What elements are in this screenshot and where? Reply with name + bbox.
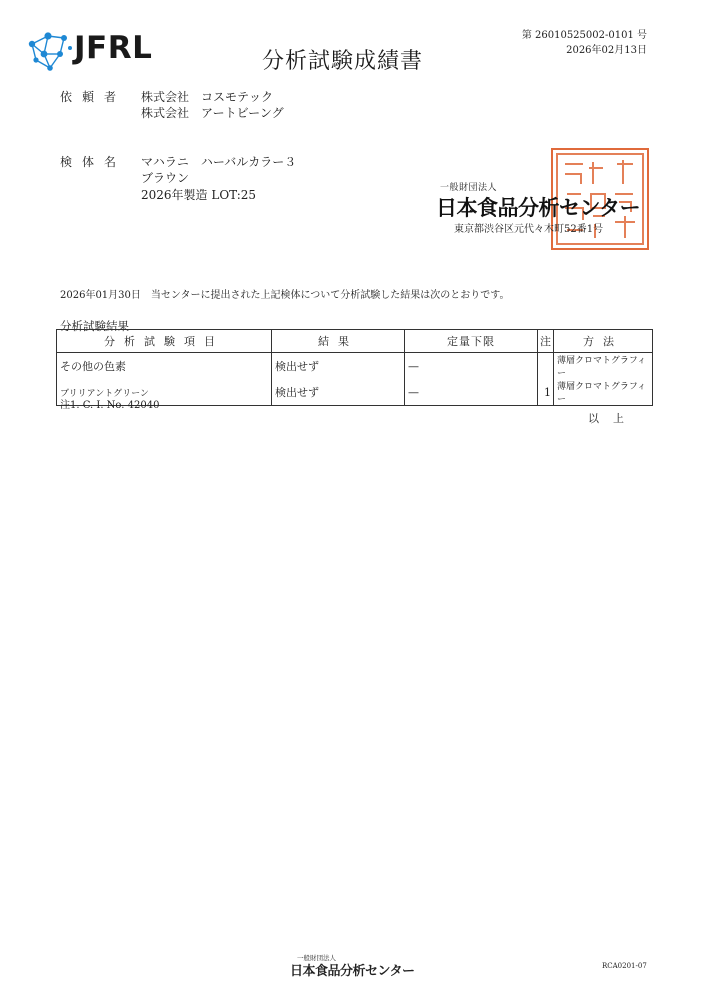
issuer-type: 一般財団法人	[440, 183, 498, 193]
table-row	[57, 353, 653, 380]
footer-org-type: 一般財団法人	[297, 954, 336, 962]
note-cell	[538, 353, 554, 380]
method-cell: 薄層クロマトグラフィー	[554, 353, 653, 380]
issue-date: 2026年02月13日	[566, 45, 647, 56]
header-result: 結果	[272, 330, 405, 353]
result-cell: 検出せず	[272, 353, 405, 380]
limit-cell: —	[405, 353, 538, 380]
results-table	[56, 329, 653, 406]
sample-line: ブラウン	[141, 171, 190, 185]
header-item: 分析試験項目	[57, 330, 272, 353]
table-header-row	[57, 330, 653, 353]
header-method: 方法	[554, 330, 653, 353]
result-cell: 検出せず	[272, 379, 405, 406]
footnote: 注1. C. I. No. 42040	[60, 400, 160, 411]
statement-text: 2026年01月30日 当センターに提出された上記検体について分析試験した結果は次のとおりです。	[60, 290, 510, 301]
jfrl-logo	[26, 28, 166, 76]
header-note: 注	[538, 330, 554, 353]
client-line: 株式会社 コスモテック	[141, 90, 274, 104]
method-cell: 薄層クロマトグラフィー	[554, 379, 653, 406]
client-label: 依頼者	[60, 90, 127, 104]
issuer-name: 日本食品分析センター	[436, 196, 641, 220]
header-limit: 定量下限	[405, 330, 538, 353]
issuer-address: 東京都渋谷区元代々木町52番1号	[454, 224, 604, 235]
document-number: 第 26010525002-0101 号	[521, 30, 647, 41]
footer-org-name: 日本食品分析センター	[290, 964, 415, 979]
document-title: 分析試験成績書	[262, 49, 424, 74]
results-section-title: 分析試験結果	[60, 319, 129, 333]
item-cell: その他の色素	[57, 353, 272, 380]
note-cell: 1	[538, 379, 554, 406]
logo-text: JFRL	[74, 30, 153, 66]
closing-mark: 以上	[588, 412, 638, 425]
sample-label: 検体名	[60, 155, 127, 169]
client-line: 株式会社 アートビーング	[141, 106, 284, 120]
limit-cell: —	[405, 379, 538, 406]
network-logo-icon	[26, 28, 76, 76]
sample-line: 2026年製造 LOT:25	[141, 188, 257, 202]
form-code: RCA0201-07	[602, 962, 647, 970]
sample-line: マハラニ ハーバルカラー３	[141, 155, 297, 169]
item-cell: ブリリアントグリーン	[57, 379, 272, 406]
